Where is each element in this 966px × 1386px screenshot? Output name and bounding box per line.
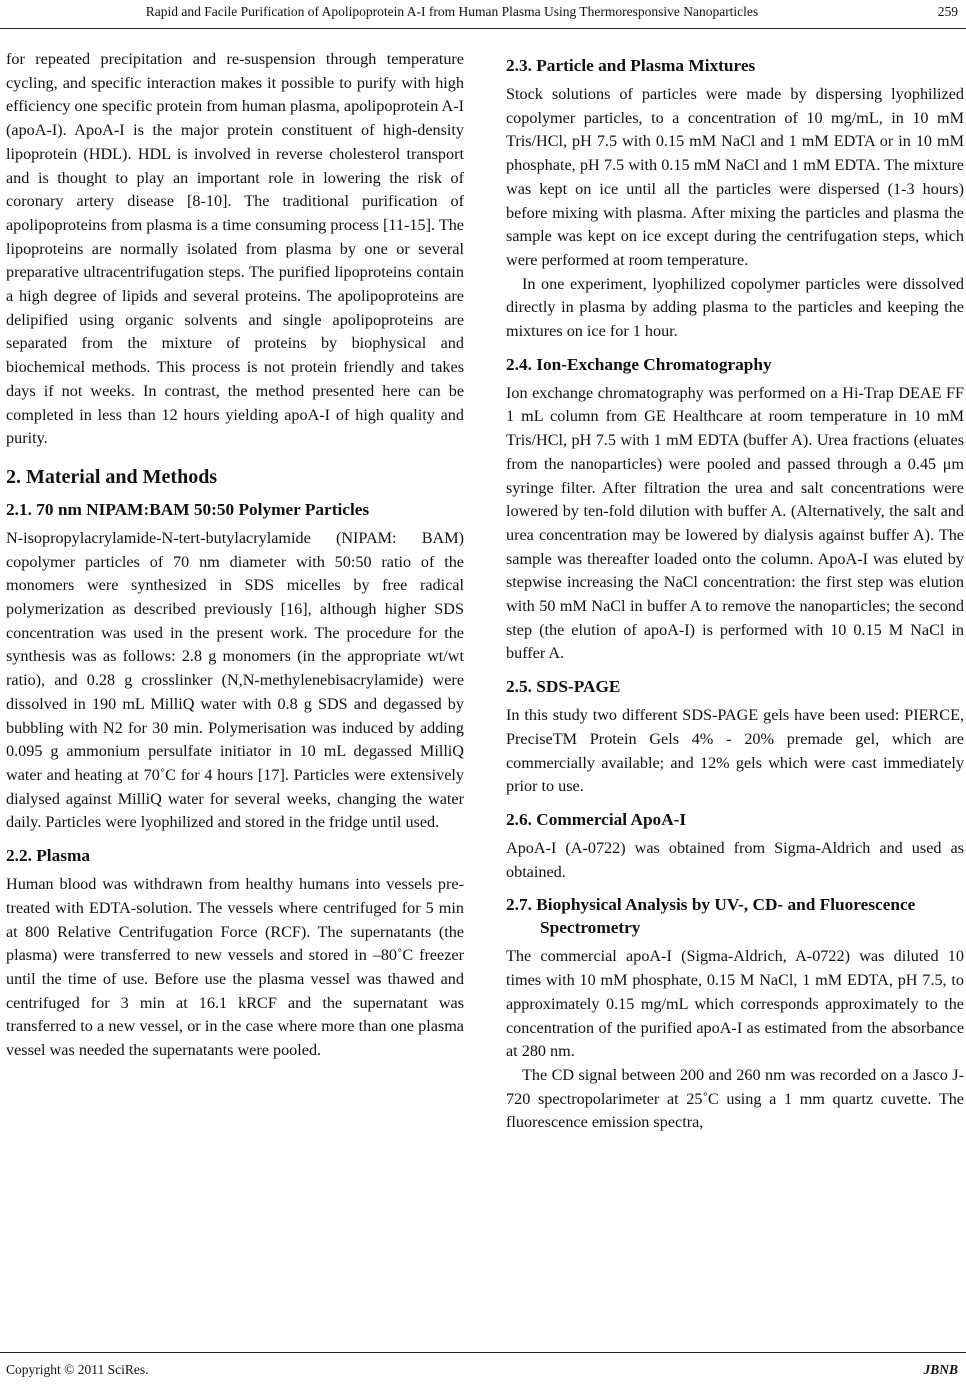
section-2-2-heading: 2.2. Plasma <box>6 846 91 866</box>
section-2-3-paragraph-2: In one experiment, lyophilized copolymer particles were dissolved directly in plasma by adding plasma to the particles and keeping the mixtures on ice for 1 hour. <box>506 274 964 341</box>
running-title: Rapid and Facile Purification of Apolipoprotein A-I from Human Plasma Using Thermoresponsive Nanoparticles <box>145 4 759 19</box>
page-number: 259 <box>937 4 958 19</box>
section-2-2-paragraph: Human blood was withdrawn from healthy humans into vessels pre-treated with EDTA-solution. The vessels where centrifuged for 5 min at 800 Relative Centrifugation Force (RCF). The supernatants (the plasma) were transferred to new vessels and stored in –80˚C freezer until the time of use. Before use the plasma vessel was thawed and centrifuged for 3 min at 16.1 kRCF and the supernatant was transferred to a new vessel, or in the case where more than one plasma vessel was needed the supernatants were pooled. <box>6 875 464 1060</box>
copyright-text: Copyright © 2011 SciRes. <box>6 1362 149 1377</box>
section-2-5-heading: 2.5. SDS-PAGE <box>506 677 621 697</box>
section-2-6-paragraph: ApoA-I (A-0722) was obtained from Sigma-Aldrich and used as obtained. <box>506 838 964 881</box>
section-2-7-heading: 2.7. Biophysical Analysis by UV-, CD- and Fluorescence Spectrometry <box>506 895 916 938</box>
section-2-5-paragraph: In this study two different SDS-PAGE gels have been used: PIERCE, PreciseTM Protein Gels 4% - 20% premade gel, which are commercially available; and 12% gels which were cast immediately prior to use. <box>506 706 964 796</box>
page-footer <box>0 1352 966 1386</box>
section-2-heading: 2. Material and Methods <box>6 465 218 488</box>
header-rule <box>0 28 966 29</box>
footer-rule <box>0 1352 966 1353</box>
section-2-3-paragraph-1: Stock solutions of particles were made by dispersing lyophilized copolymer particles, to a concentration of 10 mg/mL, in 10 mM Tris/HCl, pH 7.5 with 0.15 mM NaCl and 1 mM EDTA or in 10 mM phosphate, pH 7.5 with 0.15 mM NaCl and 1 mM EDTA. The mixture was kept on ice until all the particles were dispersed (1-3 hours) before mixing with plasma. After mixing the particles and plasma the sample was kept on ice except during the centrifugation steps, which were performed at room temperature. <box>506 85 964 269</box>
section-2-3-heading: 2.3. Particle and Plasma Mixtures <box>506 56 756 75</box>
section-2-4-paragraph: Ion exchange chromatography was performed on a Hi-Trap DEAE FF 1 mL column from GE Healthcare at room temperature in 10 mM Tris/HCl, pH 7.5 with 1 mM EDTA (buffer A). Urea fractions (eluates from the nanoparticles) were pooled and passed through a 0.45 μm syringe filter. After filtration the urea and salt concentrations were lowered by ten-fold dilution with buffer A. (Alternatively, the salt and urea concentration may be lowered by dialysis against buffer A). The sample was thereafter loaded onto the column. ApoA-I was eluted by stepwise increasing the NaCl concentration: the first step was elution with 50 mM NaCl in buffer A to remove the nanoparticles; the second step (the elution of apoA-I) is performed with 10 0.15 M NaCl in buffer A. <box>506 383 964 663</box>
left-column <box>6 48 464 1063</box>
running-header <box>0 0 966 36</box>
right-column <box>506 48 964 1135</box>
section-2-1-heading: 2.1. 70 nm NIPAM:BAM 50:50 Polymer Particles <box>6 499 370 519</box>
section-2-6-heading: 2.6. Commercial ApoA-I <box>506 809 687 829</box>
journal-abbrev: JBNB <box>923 1362 958 1377</box>
section-2-7-paragraph-2: The CD signal between 200 and 260 nm was recorded on a Jasco J-720 spectropolarimeter at 25˚C using a 1 mm quartz cuvette. The fluorescence emission spectra, <box>506 1065 964 1132</box>
section-2-7-paragraph-1: The commercial apoA-I (Sigma-Aldrich, A-0722) was diluted 10 times with 10 mM phosphate, 0.15 M NaCl, 1 mM EDTA, pH 7.5, to approximately 0.15 mg/mL which corresponds approximately to the concentration of the purified apoA-I as estimated from the absorbance at 280 nm. <box>506 947 964 1061</box>
section-2-1-paragraph: N-isopropylacrylamide-N-tert-butylacrylamide (NIPAM: BAM) copolymer particles of 70 nm diameter with 50:50 ratio of the monomers were synthesized in SDS micelles by free radical polymerization as described previously [16], although higher SDS concentration was used in the present work. The procedure for the synthesis was as follows: 2.8 g monomers (in the appropriate wt/wt ratio), and 0.28 g crosslinker (N,N-methylenebisacrylamide) were dissolved in 190 mL MilliQ water with 0.8 g SDS and degassed by bubbling with N2 for 30 min. Polymerisation was induced by adding 0.095 g ammonium persulfate initiator in 10 mL degassed MilliQ water and heating at 70˚C for 4 hours [17]. Particles were extensively dialysed against MilliQ water for several weeks, changing the water daily. Particles were lyophilized and stored in the fridge until used. <box>6 528 464 832</box>
section-2-4-heading: 2.4. Ion-Exchange Chromatography <box>506 354 772 374</box>
intro-paragraph: for repeated precipitation and re-suspension through temperature cycling, and specific interaction makes it possible to purify with high efficiency one specific protein from human plasma, apolipoprotein A-I (apoA-I). ApoA-I is the major protein constituent of high-density lipoprotein (HDL). HDL is involved in reverse cholesterol transport and is thought to play an important role in lowering the risk of coronary artery disease [8-10]. The traditional purification of apolipoproteins from plasma is a time consuming process [11-15]. The lipoproteins are normally isolated from plasma by one or several preparative ultracentrifugation steps. The purified lipoproteins contain a high degree of lipids and several proteins. The apolipoproteins are delipified using organic solvents and single apolipoproteins are separated from the mixture of proteins by biophysical and biochemical methods. This process is not protein friendly and takes days if not weeks. In contrast, the method presented here can be completed in less than 12 hours yielding apoA-I of high quality and purity. <box>6 50 464 448</box>
